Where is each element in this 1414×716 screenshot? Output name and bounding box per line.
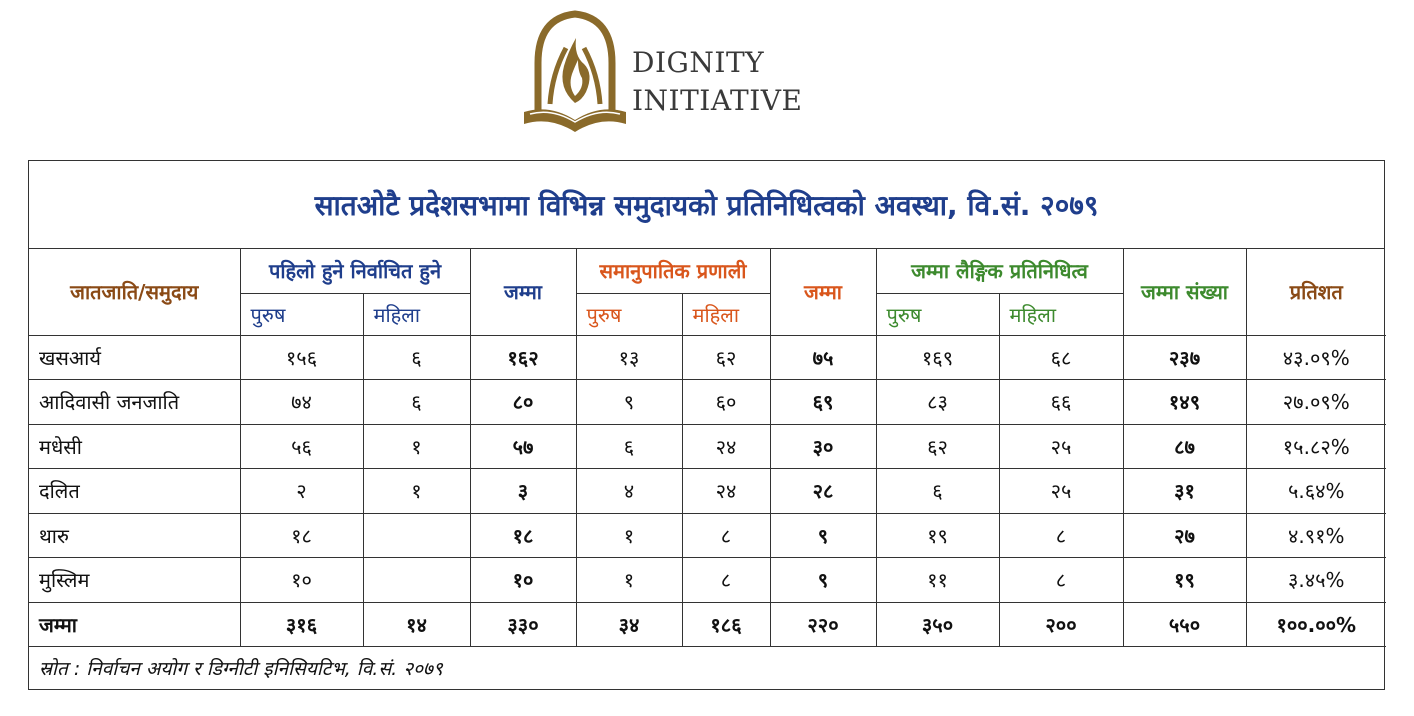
cell-community: थारु bbox=[29, 513, 240, 558]
header-fptp-female: महिला bbox=[363, 293, 470, 335]
cell-gender-female: ६८ bbox=[999, 335, 1123, 380]
table-frame bbox=[28, 160, 1385, 690]
logo bbox=[520, 8, 803, 140]
cell-fptp-male: ७४ bbox=[240, 380, 363, 425]
cell-total-fptp-total: ३३० bbox=[470, 602, 576, 647]
cell-total-percent: १००.००% bbox=[1246, 602, 1386, 647]
cell-pr-total: ३० bbox=[770, 424, 876, 469]
table-row bbox=[29, 335, 1386, 380]
header-gender-female: महिला bbox=[999, 293, 1123, 335]
book-flame-icon bbox=[520, 8, 630, 138]
cell-pr-male: ४ bbox=[576, 469, 682, 514]
cell-total-pr-female: १८६ bbox=[682, 602, 770, 647]
cell-fptp-male: १५६ bbox=[240, 335, 363, 380]
cell-grand-total: ३१ bbox=[1123, 469, 1246, 514]
cell-total-pr-total: २२० bbox=[770, 602, 876, 647]
cell-gender-male: ६ bbox=[876, 469, 999, 514]
header-grand-total: जम्मा संख्या bbox=[1123, 249, 1246, 335]
cell-gender-male: १९ bbox=[876, 513, 999, 558]
cell-fptp-male: १८ bbox=[240, 513, 363, 558]
cell-grand-total: २७ bbox=[1123, 513, 1246, 558]
cell-pr-male: ९ bbox=[576, 380, 682, 425]
logo-text-line1: DIGNITY bbox=[632, 46, 765, 79]
cell-pr-total: ७५ bbox=[770, 335, 876, 380]
cell-fptp-female: ६ bbox=[363, 380, 470, 425]
cell-pr-male: १ bbox=[576, 513, 682, 558]
cell-total-label: जम्मा bbox=[29, 602, 240, 647]
cell-pr-total: २८ bbox=[770, 469, 876, 514]
header-gender: जम्मा लैङ्गिक प्रतिनिधित्व bbox=[876, 249, 1123, 293]
cell-grand-total: १९ bbox=[1123, 558, 1246, 603]
cell-community: आदिवासी जनजाति bbox=[29, 380, 240, 425]
cell-percent: २७.०९% bbox=[1246, 380, 1386, 425]
header-gender-male: पुरुष bbox=[876, 293, 999, 335]
cell-fptp-total: १० bbox=[470, 558, 576, 603]
table-row bbox=[29, 380, 1386, 425]
cell-gender-male: १६९ bbox=[876, 335, 999, 380]
cell-community: दलित bbox=[29, 469, 240, 514]
cell-percent: ४३.०९% bbox=[1246, 335, 1386, 380]
cell-grand-total: १४९ bbox=[1123, 380, 1246, 425]
source-note: स्रोत : निर्वाचन अयोग र डिग्नीटी इनिसियटिभ, वि.सं. २०७९ bbox=[29, 647, 1386, 689]
header-community: जातजाति/समुदाय bbox=[29, 249, 240, 335]
cell-total-gender-female: २०० bbox=[999, 602, 1123, 647]
cell-gender-female: २५ bbox=[999, 469, 1123, 514]
cell-fptp-total: ५७ bbox=[470, 424, 576, 469]
cell-gender-male: ११ bbox=[876, 558, 999, 603]
cell-gender-male: ८३ bbox=[876, 380, 999, 425]
cell-fptp-female bbox=[363, 558, 470, 603]
cell-pr-female: २४ bbox=[682, 469, 770, 514]
cell-percent: ५.६४% bbox=[1246, 469, 1386, 514]
cell-percent: १५.८२% bbox=[1246, 424, 1386, 469]
cell-fptp-male: १० bbox=[240, 558, 363, 603]
cell-pr-total: ९ bbox=[770, 558, 876, 603]
cell-pr-male: १ bbox=[576, 558, 682, 603]
table-row bbox=[29, 558, 1386, 603]
table-row bbox=[29, 513, 1386, 558]
cell-total-grand-total: ५५० bbox=[1123, 602, 1246, 647]
cell-fptp-female bbox=[363, 513, 470, 558]
cell-total-gender-male: ३५० bbox=[876, 602, 999, 647]
header-total-fptp: जम्मा bbox=[470, 249, 576, 335]
cell-fptp-female: ६ bbox=[363, 335, 470, 380]
cell-total-pr-male: ३४ bbox=[576, 602, 682, 647]
cell-gender-female: ६६ bbox=[999, 380, 1123, 425]
header-percent: प्रतिशत bbox=[1246, 249, 1386, 335]
cell-pr-female: ८ bbox=[682, 513, 770, 558]
cell-pr-male: ६ bbox=[576, 424, 682, 469]
cell-pr-female: २४ bbox=[682, 424, 770, 469]
cell-fptp-total: १८ bbox=[470, 513, 576, 558]
cell-gender-female: ८ bbox=[999, 513, 1123, 558]
cell-gender-female: ८ bbox=[999, 558, 1123, 603]
header-fptp: पहिलो हुने निर्वाचित हुने bbox=[240, 249, 470, 293]
cell-percent: ३.४५% bbox=[1246, 558, 1386, 603]
cell-community: मधेसी bbox=[29, 424, 240, 469]
cell-grand-total: ८७ bbox=[1123, 424, 1246, 469]
header-fptp-male: पुरुष bbox=[240, 293, 363, 335]
cell-pr-female: ६२ bbox=[682, 335, 770, 380]
table-row bbox=[29, 424, 1386, 469]
cell-fptp-male: २ bbox=[240, 469, 363, 514]
header-pr: समानुपातिक प्रणाली bbox=[576, 249, 770, 293]
cell-fptp-total: १६२ bbox=[470, 335, 576, 380]
cell-gender-female: २५ bbox=[999, 424, 1123, 469]
cell-fptp-female: १ bbox=[363, 469, 470, 514]
cell-grand-total: २३७ bbox=[1123, 335, 1246, 380]
header-total-pr: जम्मा bbox=[770, 249, 876, 335]
header-pr-female: महिला bbox=[682, 293, 770, 335]
cell-total-fptp-female: १४ bbox=[363, 602, 470, 647]
cell-fptp-female: १ bbox=[363, 424, 470, 469]
table-title: सातओटै प्रदेशसभामा विभिन्न समुदायको प्रतिनिधित्वको अवस्था, वि.सं. २०७९ bbox=[29, 161, 1384, 249]
cell-community: मुस्लिम bbox=[29, 558, 240, 603]
representation-table bbox=[29, 249, 1386, 689]
cell-percent: ४.९१% bbox=[1246, 513, 1386, 558]
source-row bbox=[29, 647, 1386, 689]
cell-pr-total: ९ bbox=[770, 513, 876, 558]
header-pr-male: पुरुष bbox=[576, 293, 682, 335]
cell-pr-female: ८ bbox=[682, 558, 770, 603]
total-row bbox=[29, 602, 1386, 647]
cell-pr-male: १३ bbox=[576, 335, 682, 380]
logo-text-line2: INITIATIVE bbox=[632, 84, 803, 117]
cell-fptp-total: ८० bbox=[470, 380, 576, 425]
cell-total-fptp-male: ३१६ bbox=[240, 602, 363, 647]
cell-gender-male: ६२ bbox=[876, 424, 999, 469]
cell-pr-total: ६९ bbox=[770, 380, 876, 425]
cell-fptp-male: ५६ bbox=[240, 424, 363, 469]
cell-pr-female: ६० bbox=[682, 380, 770, 425]
table-row bbox=[29, 469, 1386, 514]
cell-fptp-total: ३ bbox=[470, 469, 576, 514]
cell-community: खसआर्य bbox=[29, 335, 240, 380]
